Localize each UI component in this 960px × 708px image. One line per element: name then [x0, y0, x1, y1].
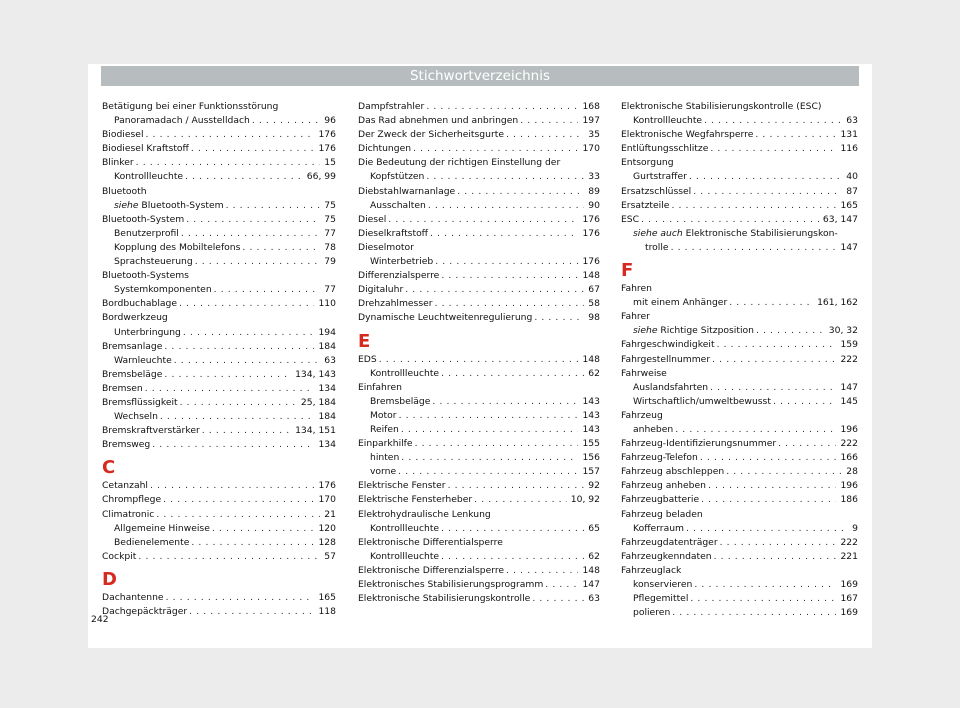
index-entry: Kontrollleuchte . . . 63: [621, 114, 858, 128]
index-entry: siehe auch Elektronische Stabilisierungskon-: [633, 227, 838, 239]
index-entry: Fahrzeug: [621, 409, 663, 421]
index-entry: Digitaluhr . . . 67: [358, 283, 600, 297]
index-entry: EDS . . . 148: [358, 353, 600, 367]
section-letter-c: C: [102, 457, 116, 479]
index-entry: Benutzerprofil . . . 77: [102, 227, 336, 241]
index-entry: Ersatzschlüssel . . . 87: [621, 185, 858, 199]
index-entry: Fahrzeuglack: [621, 564, 682, 576]
index-entry: Unterbringung . . . 194: [102, 326, 336, 340]
index-entry: Warnleuchte . . . 63: [102, 354, 336, 368]
index-entry: Fahrzeug-Identifizierungsnummer . . . 222: [621, 437, 858, 451]
index-page: [88, 64, 872, 648]
index-entry: Entsorgung: [621, 157, 674, 169]
index-entry: vorne . . . 157: [358, 465, 600, 479]
index-entry: Kopfstützen . . . 33: [358, 170, 600, 184]
index-entry: Fahrgestellnummer . . . 222: [621, 353, 858, 367]
index-entry: Fahrzeugdatenträger . . . 222: [621, 536, 858, 550]
index-entry: Bremskraftverstärker . . . 134, 151: [102, 424, 336, 438]
index-entry: Fahrzeug abschleppen . . . 28: [621, 465, 858, 479]
index-entry: Chrompflege . . . 170: [102, 493, 336, 507]
index-entry: Kofferraum . . . 9: [621, 522, 858, 536]
index-entry: Reifen . . . 143: [358, 423, 600, 437]
index-entry: Cetanzahl . . . 176: [102, 479, 336, 493]
index-entry: anheben . . . 196: [621, 423, 858, 437]
index-entry: konservieren . . . 169: [621, 578, 858, 592]
index-entry: Biodiesel . . . 176: [102, 128, 336, 142]
index-entry: Bremsen . . . 134: [102, 382, 336, 396]
index-entry: Bremsweg . . . 134: [102, 438, 336, 452]
index-entry: hinten . . . 156: [358, 451, 600, 465]
index-entry: Kopplung des Mobiltelefons . . . 78: [102, 241, 336, 255]
page-number: 242: [91, 614, 109, 625]
index-entry: siehe Bluetooth-System . . . 75: [102, 199, 336, 213]
section-letter-d: D: [102, 568, 117, 590]
index-entry: Elektronische Wegfahrsperre . . . 131: [621, 128, 858, 142]
index-entry: Dichtungen . . . 170: [358, 142, 600, 156]
index-entry: Pflegemittel . . . 167: [621, 592, 858, 606]
index-entry: Kontrollleuchte . . . 65: [358, 522, 600, 536]
index-entry: Bremsanlage . . . 184: [102, 340, 336, 354]
index-entry: Einparkhilfe . . . 155: [358, 437, 600, 451]
index-entry: Fahren: [621, 283, 652, 295]
index-column-1: [102, 100, 336, 619]
index-entry: Ersatzteile . . . 165: [621, 199, 858, 213]
index-entry: Drehzahlmesser . . . 58: [358, 297, 600, 311]
index-entry: Kontrollleuchte . . . 66, 99: [102, 170, 336, 184]
index-entry: Motor . . . 143: [358, 409, 600, 423]
index-entry: Dampfstrahler . . . 168: [358, 100, 600, 114]
index-entry: Wirtschaftlich/umweltbewusst . . . 145: [621, 395, 858, 409]
index-entry: Cockpit . . . 57: [102, 550, 336, 564]
index-entry: Fahrgeschwindigkeit . . . 159: [621, 338, 858, 352]
index-entry: Betätigung bei einer Funktionsstörung: [102, 101, 279, 112]
index-entry: Sprachsteuerung . . . 79: [102, 255, 336, 269]
index-entry: Dieselmotor: [358, 241, 414, 253]
index-entry: Systemkomponenten . . . 77: [102, 283, 336, 297]
section-letter-e: E: [358, 330, 371, 352]
index-entry: Allgemeine Hinweise . . . 120: [102, 522, 336, 536]
index-entry: mit einem Anhänger . . . 161, 162: [621, 296, 858, 310]
index-entry: Fahrweise: [621, 367, 667, 379]
index-entry: Elektronische Stabilisierungskontrolle (ESC): [621, 101, 822, 112]
index-entry: Elektronische Differentialsperre: [358, 536, 503, 548]
section-letter-f: F: [621, 260, 634, 282]
index-entry: Auslandsfahrten . . . 147: [621, 381, 858, 395]
index-entry: Differenzialsperre . . . 148: [358, 269, 600, 283]
index-entry: Bluetooth: [102, 185, 147, 197]
index-entry: Bordbuchablage . . . 110: [102, 297, 336, 311]
index-entry: Bluetooth-System . . . 75: [102, 213, 336, 227]
index-entry: Climatronic . . . 21: [102, 508, 336, 522]
page-header: Stichwortverzeichnis: [101, 66, 859, 86]
index-entry: Ausschalten . . . 90: [358, 199, 600, 213]
index-entry: Kontrollleuchte . . . 62: [358, 550, 600, 564]
index-entry: Fahrer: [621, 311, 650, 323]
index-entry: Elektronische Differenzialsperre . . . 148: [358, 564, 600, 578]
index-entry: Der Zweck der Sicherheitsgurte . . . 35: [358, 128, 600, 142]
index-entry: Elektronische Stabilisierungskontrolle . . . 63: [358, 592, 600, 606]
index-entry: Elektronisches Stabilisierungsprogramm . . . 147: [358, 578, 600, 592]
index-entry: Winterbetrieb . . . 176: [358, 255, 600, 269]
index-entry: Fahrzeugkenndaten . . . 221: [621, 550, 858, 564]
index-entry: Bremsflüssigkeit . . . 25, 184: [102, 396, 336, 410]
index-entry: Das Rad abnehmen und anbringen . . . 197: [358, 114, 600, 128]
index-entry: Gurtstraffer . . . 40: [621, 170, 858, 184]
index-entry: Dachantenne . . . 165: [102, 591, 336, 605]
index-entry: Bremsbeläge . . . 143: [358, 395, 600, 409]
index-entry: polieren . . . 169: [621, 606, 858, 620]
index-entry: Kontrollleuchte . . . 62: [358, 367, 600, 381]
index-entry: Fahrzeug beladen: [621, 508, 703, 520]
index-entry: Diesel . . . 176: [358, 213, 600, 227]
index-entry: Fahrzeug-Telefon . . . 166: [621, 451, 858, 465]
index-entry: Panoramadach / Ausstelldach . . . 96: [102, 114, 336, 128]
index-entry: ESC . . . 63, 147: [621, 213, 858, 227]
index-entry: Wechseln . . . 184: [102, 410, 336, 424]
index-entry: Bluetooth-Systems: [102, 270, 189, 282]
index-entry: Fahrzeugbatterie . . . 186: [621, 493, 858, 507]
index-entry: Bremsbeläge . . . 134, 143: [102, 368, 336, 382]
index-entry: siehe Richtige Sitzposition . . . 30, 32: [621, 324, 858, 338]
index-entry: Dachgepäckträger . . . 118: [102, 605, 336, 619]
index-entry: trolle . . . 147: [621, 241, 858, 255]
index-entry: Blinker . . . 15: [102, 156, 336, 170]
index-column-2: [358, 100, 600, 606]
index-entry: Entlüftungsschlitze . . . 116: [621, 142, 858, 156]
index-entry: Elektrische Fenster . . . 92: [358, 479, 600, 493]
index-entry: Bedienelemente . . . 128: [102, 536, 336, 550]
index-entry: Einfahren: [358, 381, 402, 393]
index-entry: Die Bedeutung der richtigen Einstellung der: [358, 157, 561, 169]
index-entry: Elektrohydraulische Lenkung: [358, 508, 491, 520]
index-entry: Elektrische Fensterheber . . . 10, 92: [358, 493, 600, 507]
index-entry: Dieselkraftstoff . . . 176: [358, 227, 600, 241]
index-entry: Bordwerkzeug: [102, 312, 168, 324]
index-entry: Fahrzeug anheben . . . 196: [621, 479, 858, 493]
index-entry: Biodiesel Kraftstoff . . . 176: [102, 142, 336, 156]
index-entry: Dynamische Leuchtweitenregulierung . . . 98: [358, 311, 600, 325]
index-entry: Diebstahlwarnanlage . . . 89: [358, 185, 600, 199]
index-column-3: [621, 100, 858, 620]
